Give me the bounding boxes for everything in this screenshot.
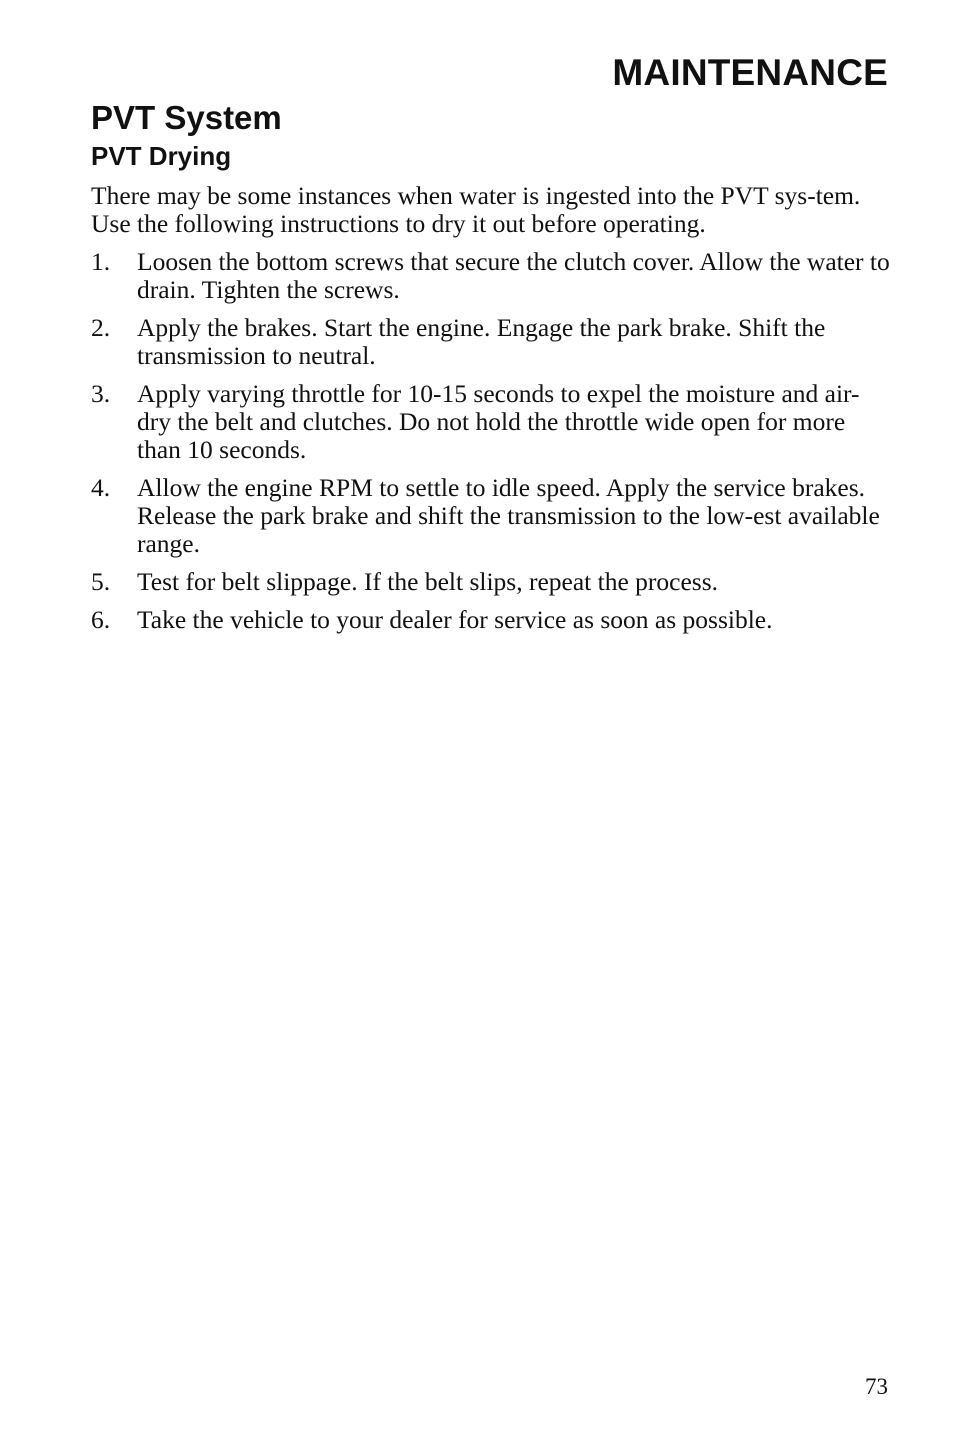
- step-number: 4.: [91, 473, 111, 502]
- section-subtitle: PVT Drying: [91, 141, 232, 171]
- steps-list: [91, 248, 891, 634]
- step-item: [91, 474, 891, 558]
- intro-paragraph: There may be some instances when water is ingested into the PVT sys-tem. Use the following instructions to dry it out before operating.: [91, 181, 861, 238]
- page-number: 73: [865, 1374, 888, 1399]
- step-text: Loosen the bottom screws that secure the clutch cover. Allow the water to drain. Tighten the screws.: [137, 247, 890, 304]
- page-title: PVT System: [91, 99, 282, 136]
- step-item: [91, 568, 891, 596]
- step-item: [91, 380, 891, 464]
- step-number: 3.: [91, 379, 111, 408]
- step-text: Allow the engine RPM to settle to idle speed. Apply the service brakes. Release the park brake and shift the transmission to the low-est available range.: [137, 473, 880, 558]
- step-text: Apply the brakes. Start the engine. Engage the park brake. Shift the transmission to neutral.: [137, 313, 826, 370]
- step-text: Take the vehicle to your dealer for service as soon as possible.: [137, 605, 773, 634]
- step-text: Test for belt slippage. If the belt slips, repeat the process.: [137, 567, 718, 596]
- step-number: 6.: [91, 605, 111, 634]
- section-header: MAINTENANCE: [612, 52, 888, 93]
- step-item: [91, 248, 891, 304]
- step-item: [91, 314, 891, 370]
- content-area: [91, 98, 891, 644]
- step-number: 2.: [91, 313, 111, 342]
- step-text: Apply varying throttle for 10-15 seconds to expel the moisture and air-dry the belt and clutches. Do not hold the throttle wide open for more than 10 seconds.: [137, 379, 860, 464]
- step-number: 1.: [91, 247, 111, 276]
- step-number: 5.: [91, 567, 111, 596]
- step-item: [91, 606, 891, 634]
